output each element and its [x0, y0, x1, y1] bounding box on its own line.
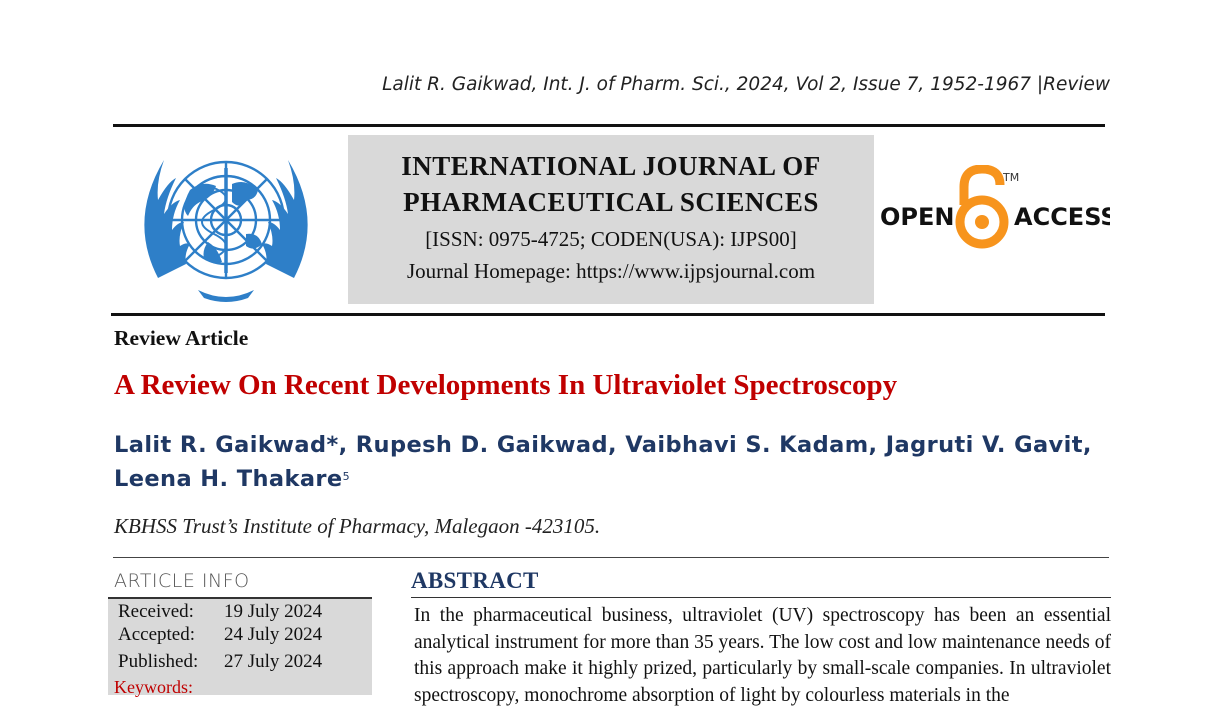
article-title: A Review On Recent Developments In Ultraviolet Spectroscopy	[114, 369, 898, 401]
journal-homepage[interactable]: Journal Homepage: https://www.ijpsjournal.com	[406, 259, 816, 283]
author-names: Lalit R. Gaikwad*, Rupesh D. Gaikwad, Vaibhavi S. Kadam, Jagruti V. Gavit, Leena H. Thakare	[114, 432, 1092, 492]
published-row	[118, 651, 322, 673]
accepted-date: 24 July 2024	[224, 624, 323, 645]
running-header: Lalit R. Gaikwad, Int. J. of Pharm. Sci., 2024, Vol 2, Issue 7, 1952-1967 |Review	[382, 74, 1110, 95]
received-label: Received:	[118, 601, 194, 622]
accepted-row	[118, 624, 322, 646]
journal-issn: [ISSN: 0975-4725; CODEN(USA): IJPS00]	[425, 227, 797, 251]
published-label: Published:	[118, 651, 199, 672]
received-date: 19 July 2024	[224, 601, 323, 622]
accepted-label: Accepted:	[118, 624, 196, 645]
author-list	[114, 428, 1114, 496]
open-access-right-text: ACCESS	[1014, 203, 1110, 231]
abstract-heading: ABSTRACT	[411, 568, 539, 593]
open-access-lock-icon	[960, 169, 1004, 244]
abstract-text: In the pharmaceutical business, ultraviolet (UV) spectroscopy has been an essential analytical instrument for more than 35 years. The low cost and low maintenance needs of this approach make it highly prized, particularly by small-scale companies. In ultraviolet spectroscopy, monochrome absorption of light by colourless materials in the	[414, 605, 1111, 706]
open-access-logo	[880, 165, 1110, 255]
header-rule-top	[113, 124, 1105, 127]
un-emblem-logo	[128, 138, 324, 304]
received-row	[118, 601, 322, 623]
header-rule-bottom	[111, 313, 1105, 316]
open-access-tm: TM	[1003, 171, 1020, 184]
keywords-label: Keywords:	[114, 677, 193, 697]
article-info-heading: ARTICLE INFO	[114, 570, 250, 592]
abstract-rule	[411, 597, 1111, 598]
author-superscript: 5	[342, 470, 350, 483]
affiliation-rule	[113, 557, 1109, 558]
journal-title-line1: INTERNATIONAL JOURNAL OF	[401, 151, 821, 181]
article-info-box	[108, 599, 372, 695]
journal-title-box	[348, 135, 874, 304]
journal-title-line2: PHARMACEUTICAL SCIENCES	[403, 187, 819, 217]
article-type: Review Article	[114, 326, 249, 350]
open-access-left-text: OPEN	[880, 203, 955, 231]
affiliation: KBHSS Trust’s Institute of Pharmacy, Malegaon -423105.	[114, 514, 601, 538]
published-date: 27 July 2024	[224, 651, 323, 672]
